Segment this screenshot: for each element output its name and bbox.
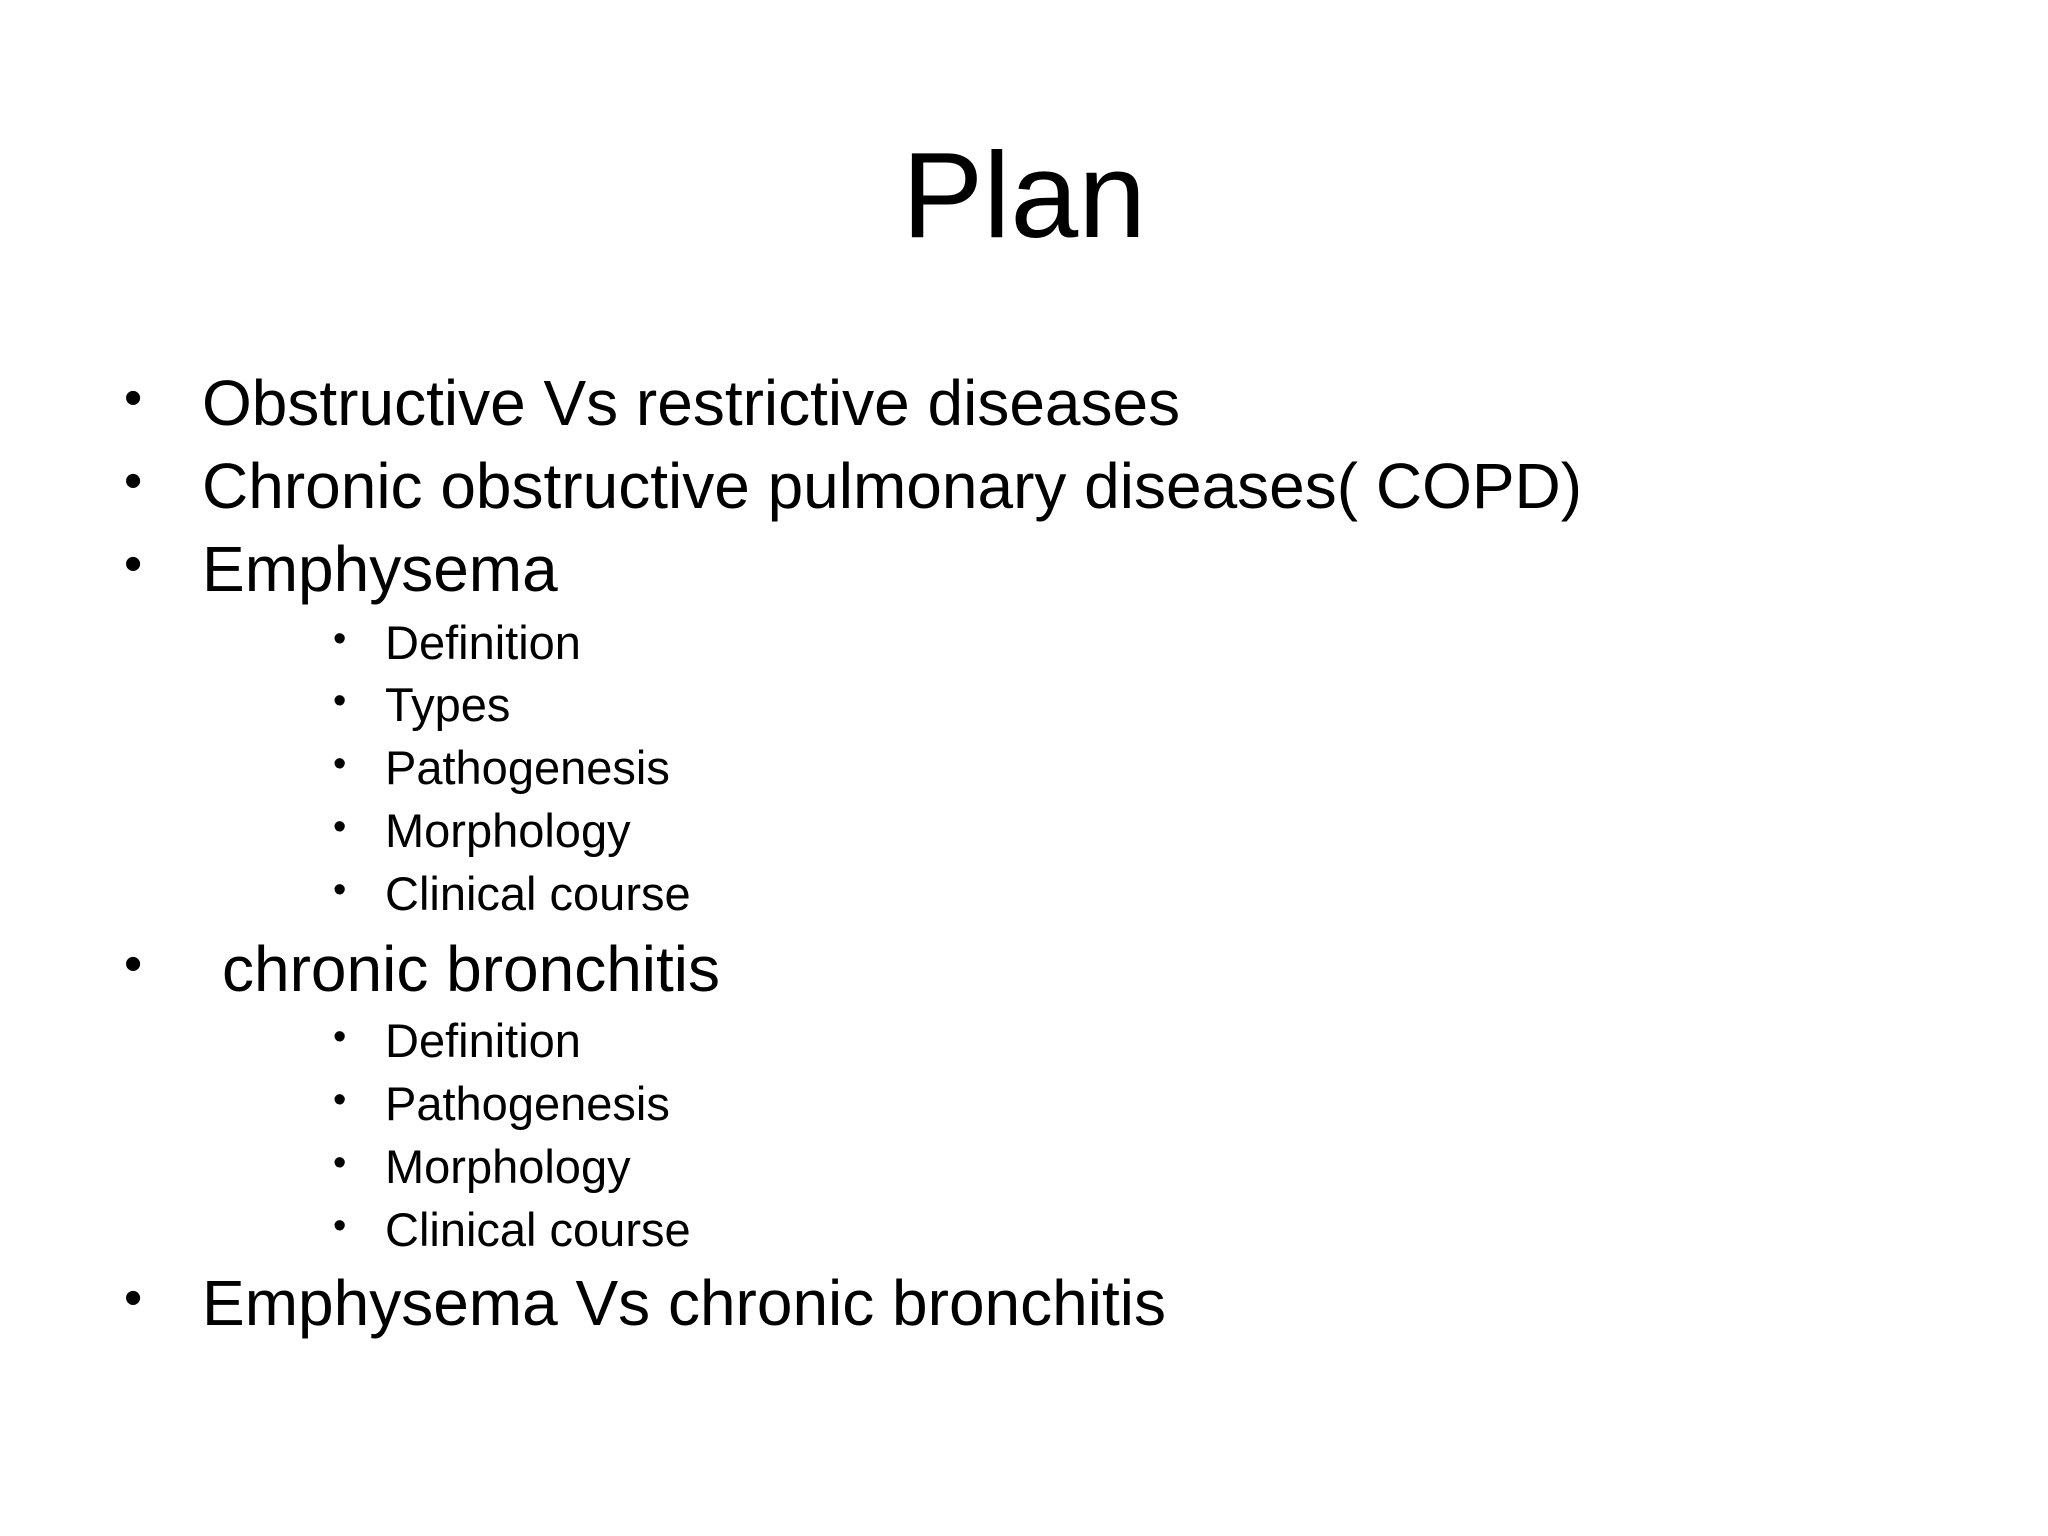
bullet-icon: •: [333, 618, 347, 660]
list-item-label: Emphysema Vs chronic bronchitis: [202, 1267, 1166, 1339]
bullet-icon: •: [124, 369, 143, 427]
bullet-icon: •: [333, 680, 347, 722]
list-item-label: Chronic obstructive pulmonary diseases( COPD): [202, 450, 1583, 522]
bullet-icon: •: [333, 1016, 347, 1058]
list-item-label: Emphysema: [202, 533, 558, 605]
slide-title: Plan: [901, 127, 1147, 263]
sub-list-item-label: Definition: [385, 1014, 581, 1067]
sub-list-item-label: Morphology: [385, 804, 631, 857]
bullet-icon: •: [333, 869, 347, 911]
bullet-icon: •: [333, 1079, 347, 1121]
bullet-icon: •: [333, 743, 347, 785]
bullet-icon: •: [124, 1269, 143, 1327]
sub-list-item-label: Clinical course: [385, 867, 691, 920]
sub-list-item-label: Clinical course: [385, 1203, 691, 1256]
bullet-icon: •: [124, 935, 143, 993]
bullet-icon: •: [333, 806, 347, 848]
bullet-icon: •: [333, 1205, 347, 1247]
list-item-label: Obstructive Vs restrictive diseases: [202, 367, 1181, 439]
bullet-icon: •: [333, 1142, 347, 1184]
sub-list-item-label: Pathogenesis: [385, 1077, 670, 1130]
sub-list-item-label: Pathogenesis: [385, 741, 670, 794]
bullet-icon: •: [124, 535, 143, 593]
sub-list-item-label: Definition: [385, 616, 581, 669]
list-item-label: chronic bronchitis: [222, 933, 720, 1005]
bullet-icon: •: [124, 452, 143, 510]
sub-list-item-label: Types: [385, 678, 511, 731]
sub-list-item-label: Morphology: [385, 1140, 631, 1193]
